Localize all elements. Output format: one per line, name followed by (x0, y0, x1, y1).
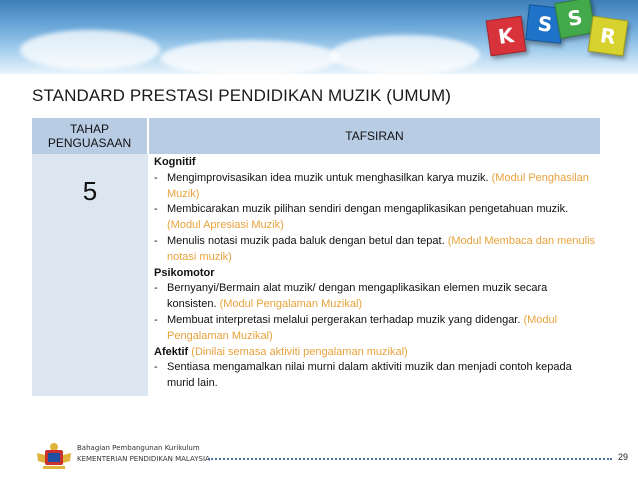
heading-afektif: Afektif (154, 345, 189, 358)
list-item: - Membicarakan muzik pilihan sendiri dengan mengaplikasikan pengetahuan muzik. (Modul Apresiasi Muzik) (154, 203, 569, 232)
kssr-cube-s1: S (525, 4, 565, 44)
list-item: - Membuat interpretasi melalui pergerakan terhadap muzik yang didengar. (Modul Pengalaman Muzikal) (154, 313, 558, 342)
standard-table (32, 118, 600, 396)
list-item: - Sentiasa mengamalkan nilai murni dalam aktiviti muzik dan menjadi contoh kepada murid lain. (154, 361, 572, 390)
cloud-shape (160, 40, 340, 74)
page-number: 29 (618, 452, 629, 462)
header-tahap-penguasaan: TAHAP PENGUASAAN (32, 118, 148, 154)
footer-department: Bahagian Pembangunan Kurikulum (77, 444, 200, 452)
table-row (32, 154, 600, 396)
kssr-cube-s2: S (554, 0, 596, 39)
level-number: 5 (82, 176, 98, 206)
list-item: - Mengimprovisasikan idea muzik untuk menghasilkan karya muzik. (Modul Penghasilan Muzik) (154, 171, 589, 200)
module-note: (Modul Penghasilan Muzik) (167, 171, 589, 200)
header-banner (0, 0, 638, 74)
module-note: (Modul Apresiasi Muzik) (167, 219, 284, 232)
cloud-shape (20, 30, 160, 70)
footer-dotted-divider (208, 458, 612, 460)
afektif-note: (Dinilai semasa aktiviti pengalaman muzikal) (188, 345, 408, 358)
module-note: (Modul Membaca dan menulis notasi muzik) (167, 234, 596, 263)
kssr-cube-r: R (588, 16, 629, 57)
kssr-cube-k: K (486, 16, 527, 57)
heading-afektif-row (154, 345, 596, 361)
cloud-shape (330, 35, 480, 74)
heading-psikomotor: Psikomotor (154, 266, 215, 279)
tafsiran-cell (148, 154, 600, 396)
header-tafsiran: TAFSIRAN (148, 118, 600, 154)
table-header-row (32, 118, 600, 154)
list-item: - Bernyanyi/Bermain alat muzik/ dengan mengaplikasikan elemen muzik secara konsisten. (Modul Pengalaman Muzikal) (154, 282, 548, 311)
heading-kognitif: Kognitif (154, 156, 196, 168)
malaysia-crest-logo (34, 441, 74, 471)
module-note: (Modul Pengalaman Muzikal) (167, 313, 558, 342)
footer-ministry: KEMENTERIAN PENDIDIKAN MALAYSIA (77, 455, 210, 463)
slide-title: STANDARD PRESTASI PENDIDIKAN MUZIK (UMUM) (32, 86, 452, 105)
module-note: (Modul Pengalaman Muzikal) (219, 298, 363, 311)
list-item: - Menulis notasi muzik pada baluk dengan betul dan tepat. (Modul Membaca dan menulis notasi muzik) (154, 234, 596, 263)
level-cell (32, 154, 148, 396)
